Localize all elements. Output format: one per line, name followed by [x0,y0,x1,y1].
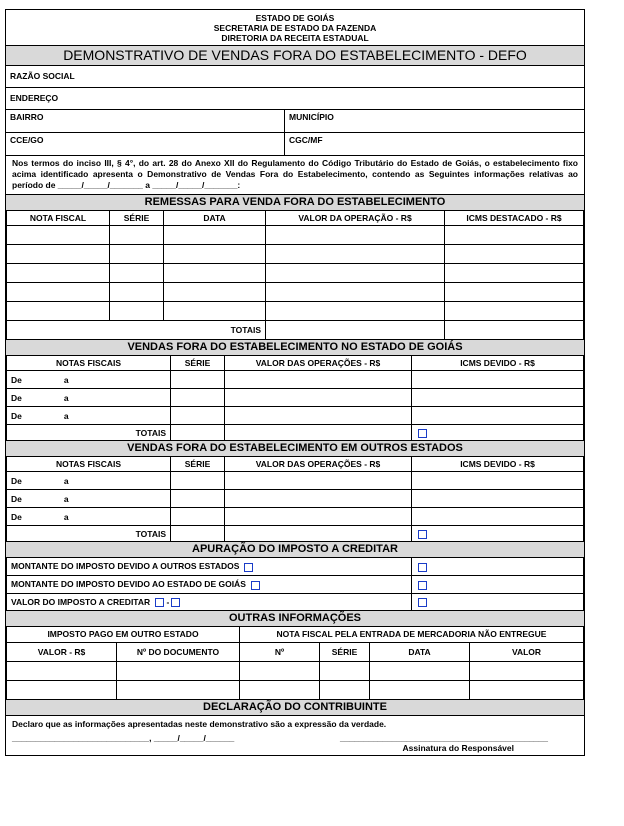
goias-section-title: VENDAS FORA DO ESTABELECIMENTO NO ESTADO DE GOIÁS [6,340,584,356]
form-title: DEMONSTRATIVO DE VENDAS FORA DO ESTABELECIMENTO - DEFO [6,46,584,66]
table-cell[interactable] [7,264,110,283]
signature-label: Assinatura do Responsável [402,742,514,753]
table-cell[interactable] [412,371,584,389]
table-cell[interactable] [225,508,412,526]
de-label: De [11,511,22,522]
table-cell[interactable] [171,371,225,389]
table-cell[interactable] [370,661,470,680]
dash-label: - [166,596,170,607]
table-cell[interactable] [171,490,225,508]
remessas-table [6,211,584,340]
table-cell[interactable] [164,302,266,321]
checkbox-icon[interactable] [155,598,164,607]
nota-fiscal-title: NOTA FISCAL PELA ENTRADA DE MERCADORIA NÃO ENTREGUE [240,627,584,642]
table-cell[interactable] [7,371,171,389]
defo-form [5,9,585,756]
table-cell[interactable] [445,245,584,264]
table-cell[interactable] [110,283,164,302]
col-serie: SÉRIE [171,457,225,472]
valor-a-creditar [7,594,412,611]
table-cell[interactable] [171,407,225,425]
table-row[interactable] [7,371,584,389]
table-cell[interactable] [7,407,171,425]
col-serie: SÉRIE [171,356,225,371]
table-row[interactable] [7,245,584,264]
de-label: De [11,410,22,421]
table-cell[interactable] [225,407,412,425]
table-row[interactable] [7,472,584,490]
table-cell[interactable] [240,661,320,680]
a-label: a [63,410,69,421]
razao-social-field[interactable]: RAZÃO SOCIAL [6,66,584,88]
montante-goias-label: MONTANTE DO IMPOSTO DEVIDO AO ESTADO DE GOIÁS [11,579,246,590]
a-label: a [63,392,69,403]
table-cell[interactable] [164,264,266,283]
col-icms-destacado: ICMS DESTACADO - R$ [445,211,584,226]
table-cell[interactable] [7,302,110,321]
table-cell[interactable] [7,661,117,680]
table-row[interactable] [7,680,584,699]
table-cell[interactable] [7,283,110,302]
col-nota-fiscal: NOTA FISCAL [7,211,110,226]
table-row[interactable] [7,490,584,508]
form-header [6,10,584,46]
signature-area [6,733,584,743]
cgc-field[interactable]: CGC/MF [289,135,323,145]
col-data: DATA [370,642,470,661]
table-cell[interactable] [7,245,110,264]
signature-line[interactable]: ____________________________________________ [339,732,548,743]
table-cell[interactable] [266,226,445,245]
de-label: De [11,374,22,385]
table-row[interactable] [7,302,584,321]
apuracao-table [6,558,584,611]
totais-row [7,321,584,340]
table-row[interactable] [7,407,584,425]
table-cell[interactable] [445,264,584,283]
table-cell[interactable] [412,425,584,441]
a-label: a [63,374,69,385]
checkbox-icon[interactable] [418,563,427,572]
header-directorate: DIRETORIA DA RECEITA ESTADUAL [221,33,369,43]
a-label: a [63,475,69,486]
outras-table [6,627,584,700]
table-cell[interactable] [7,226,110,245]
table-cell[interactable] [266,264,445,283]
outros-table [6,457,584,542]
municipio-field[interactable]: MUNICÍPIO [289,112,334,122]
table-cell[interactable] [266,245,445,264]
table-cell[interactable] [412,576,584,594]
a-label: a [63,511,69,522]
table-cell[interactable] [320,661,370,680]
totais-row [7,425,584,441]
goias-table [6,356,584,441]
table-cell[interactable] [225,371,412,389]
outros-section-title: VENDAS FORA DO ESTABELECIMENTO EM OUTROS ESTADOS [6,441,584,457]
table-row[interactable] [7,389,584,407]
col-notas-fiscais: NOTAS FISCAIS [7,356,171,371]
table-cell[interactable] [164,245,266,264]
outras-section-title: OUTRAS INFORMAÇÕES [6,611,584,627]
table-cell[interactable] [412,389,584,407]
table-cell[interactable] [240,680,320,699]
table-cell[interactable] [225,526,412,542]
montante-outros-estados [7,558,412,576]
table-cell[interactable] [171,472,225,490]
table-cell[interactable] [370,680,470,699]
header-state: ESTADO DE GOIÁS [255,13,335,23]
col-icms-devido: ICMS DEVIDO - R$ [412,356,584,371]
checkbox-icon[interactable] [418,429,427,438]
col-valor-operacoes: VALOR DAS OPERAÇÕES - R$ [225,356,412,371]
table-cell[interactable] [412,508,584,526]
table-cell[interactable] [266,321,445,340]
table-row[interactable] [7,508,584,526]
table-row[interactable] [7,283,584,302]
col-numero: Nº [240,642,320,661]
col-valor-operacoes: VALOR DAS OPERAÇÕES - R$ [225,457,412,472]
de-label: De [11,493,22,504]
totais-label: TOTAIS [7,425,171,441]
cce-field[interactable]: CCE/GO [6,133,285,155]
declaracao-section-title: DECLARAÇÃO DO CONTRIBUINTE [6,700,584,716]
totais-label: TOTAIS [7,321,266,340]
table-cell[interactable] [320,680,370,699]
table-cell[interactable] [7,490,171,508]
table-cell[interactable] [171,425,225,441]
table-cell[interactable] [110,264,164,283]
table-cell[interactable] [164,226,266,245]
table-cell[interactable] [164,283,266,302]
table-cell[interactable] [225,425,412,441]
col-serie: SÉRIE [320,642,370,661]
table-cell[interactable] [412,558,584,576]
checkbox-icon[interactable] [418,530,427,539]
table-cell[interactable] [470,661,584,680]
table-cell[interactable] [412,594,584,611]
table-cell[interactable] [117,661,240,680]
table-cell[interactable] [7,472,171,490]
declaracao-text: Declaro que as informações apresentadas neste demonstrativo são a expressão da verdade. [12,718,387,729]
col-serie: SÉRIE [110,211,164,226]
table-cell[interactable] [225,490,412,508]
table-cell[interactable] [110,245,164,264]
col-notas-fiscais: NOTAS FISCAIS [7,457,171,472]
de-label: De [11,475,22,486]
table-cell[interactable] [7,389,171,407]
imposto-pago-title: IMPOSTO PAGO EM OUTRO ESTADO [7,627,240,642]
table-cell[interactable] [470,680,584,699]
remessas-section-title: REMESSAS PARA VENDA FORA DO ESTABELECIMENTO [6,195,584,211]
apuracao-section-title: APURAÇÃO DO IMPOSTO A CREDITAR [6,542,584,558]
local-data-line[interactable]: _____________________________, _____/_____/______ [12,732,235,743]
table-cell[interactable] [171,508,225,526]
intro-paragraph: Nos termos do inciso III, § 4°, do art. 28 do Anexo XII do Regulamento do Código Tributário do Estado de Goiás, o estabelecimento fixo acima identificado apresenta o Demonstrativo de Vendas Fora do Estabelecimento, contendo as Seguintes informações relativas ao período de _____/_____/_______ a _____/_____/_______: [6,156,584,195]
table-cell[interactable] [171,526,225,542]
table-cell[interactable] [412,407,584,425]
table-cell[interactable] [412,472,584,490]
col-numero-documento: Nº DO DOCUMENTO [117,642,240,661]
table-cell[interactable] [445,226,584,245]
checkbox-icon[interactable] [418,598,427,607]
de-label: De [11,392,22,403]
totais-label: TOTAIS [7,526,171,542]
checkbox-icon[interactable] [251,581,260,590]
table-cell[interactable] [110,302,164,321]
totais-row [7,526,584,542]
table-cell[interactable] [117,680,240,699]
table-cell[interactable] [171,389,225,407]
montante-outros-label: MONTANTE DO IMPOSTO DEVIDO A OUTROS ESTADOS [11,561,240,572]
valor-creditar-label: VALOR DO IMPOSTO A CREDITAR [11,596,151,607]
a-label: a [63,493,69,504]
col-data: DATA [164,211,266,226]
table-row[interactable] [7,226,584,245]
col-icms-devido: ICMS DEVIDO - R$ [412,457,584,472]
col-valor-nf: VALOR [470,642,584,661]
table-cell[interactable] [225,472,412,490]
table-cell[interactable] [7,680,117,699]
checkbox-icon[interactable] [244,563,253,572]
checkbox-icon[interactable] [418,581,427,590]
col-valor: VALOR - R$ [7,642,117,661]
table-cell[interactable] [7,508,171,526]
montante-goias [7,576,412,594]
col-valor-operacao: VALOR DA OPERAÇÃO - R$ [266,211,445,226]
header-secretariat: SECRETARIA DE ESTADO DA FAZENDA [213,23,377,33]
table-cell[interactable] [266,283,445,302]
table-cell[interactable] [445,283,584,302]
table-cell[interactable] [110,226,164,245]
endereco-field[interactable]: ENDEREÇO [6,88,584,110]
table-row[interactable] [7,661,584,680]
table-cell[interactable] [445,321,584,340]
table-cell[interactable] [266,302,445,321]
table-cell[interactable] [445,302,584,321]
table-cell[interactable] [412,490,584,508]
checkbox-icon[interactable] [171,598,180,607]
bairro-field[interactable]: BAIRRO [6,110,285,132]
table-cell[interactable] [412,526,584,542]
table-cell[interactable] [225,389,412,407]
table-row[interactable] [7,264,584,283]
